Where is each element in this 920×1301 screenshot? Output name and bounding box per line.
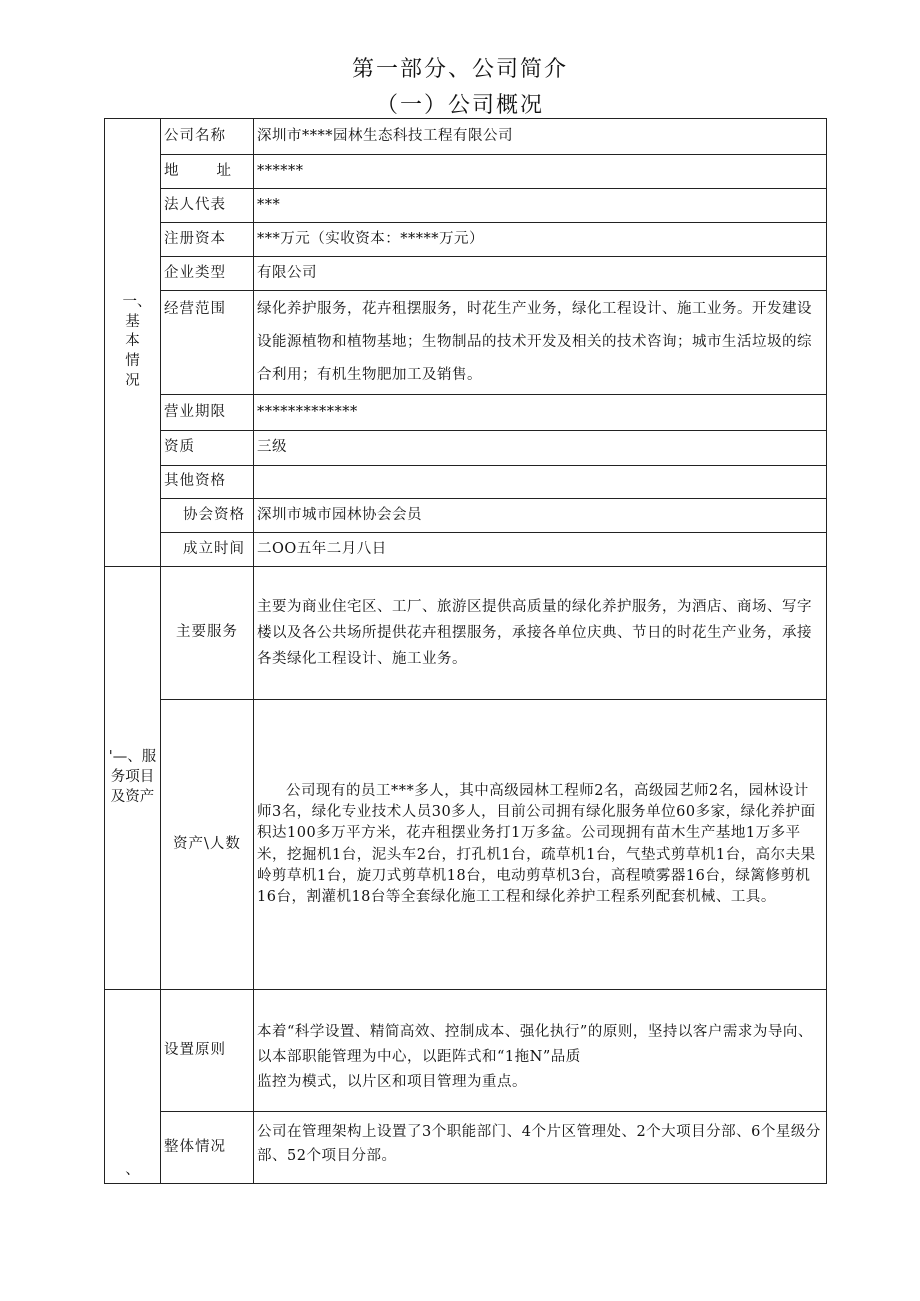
company-overview-table [104, 118, 827, 1184]
table-row [105, 700, 827, 990]
row-label: 企业类型 [161, 257, 254, 291]
row-value: 深圳市城市园林协会会员 [254, 499, 827, 533]
table-row [105, 257, 827, 291]
row-label: 公司名称 [161, 119, 254, 155]
table-row [105, 395, 827, 431]
table-row [105, 567, 827, 700]
table-row [105, 291, 827, 395]
row-label: 主要服务 [161, 567, 254, 700]
section-org-label: 、 [105, 990, 161, 1184]
table-row [105, 990, 827, 1112]
row-value: 本着“科学设置、精简高效、控制成本、强化执行”的原则，坚持以客户需求为导向、以本部职能管理为中心，以距阵式和“1拖N”品质 监控为模式，以片区和项目管理为重点。 [254, 990, 827, 1112]
row-value: ***万元（实收资本：*****万元） [254, 223, 827, 257]
row-label-address: 地 址 [161, 155, 254, 189]
row-label: 法人代表 [161, 189, 254, 223]
table-row [105, 499, 827, 533]
section-services-assets-label: '—、服务项目及资产 [105, 567, 161, 990]
table-row [105, 119, 827, 155]
page-subtitle: （一）公司概况 [375, 93, 544, 118]
row-value: 公司现有的员工***多人，其中高级园林工程师2名，高级园艺师2名，园林设计师3名，绿化专业技术人员30多人，目前公司拥有绿化服务单位60多家，绿化养护面积达100多万平方米，花卉租摆业务打1万多盆。公司现拥有苗木生产基地1万多平米，挖掘机1台，泥头车2台，打孔机1台，疏草机1台，气垫式剪草机1台，高尔夫果岭剪草机1台，旋刀式剪草机18台，电动剪草机3台，高程喷雾器16台，绿篱修剪机16台，割灌机18台等全套绿化施工工程和绿化养护工程系列配套机械、工具。 [254, 700, 827, 990]
row-value: 公司在管理架构上设置了3个职能部门、4个片区管理处、2个大项目分部、6个星级分部、52个项目分部。 [254, 1112, 827, 1184]
row-label: 协会资格 [161, 499, 254, 533]
table-row [105, 155, 827, 189]
row-value: ************* [254, 395, 827, 431]
row-value: 有限公司 [254, 257, 827, 291]
section-basic-info-label: 一、基本情况 [105, 119, 161, 567]
table-row [105, 431, 827, 466]
row-value: 二OO五年二月八日 [254, 533, 827, 567]
row-label: 资质 [161, 431, 254, 466]
row-value: ****** [254, 155, 827, 189]
table-row [105, 533, 827, 567]
row-label: 注册资本 [161, 223, 254, 257]
row-value: 三级 [254, 431, 827, 466]
table-row [105, 223, 827, 257]
row-label: 营业期限 [161, 395, 254, 431]
row-label: 经营范围 [161, 291, 254, 395]
table-row [105, 189, 827, 223]
table-row [105, 466, 827, 499]
row-label: 资产\人数 [161, 700, 254, 990]
row-value: *** [254, 189, 827, 223]
row-label: 成立时间 [161, 533, 254, 567]
row-label: 其他资格 [161, 466, 254, 499]
row-label: 设置原则 [161, 990, 254, 1112]
row-value: 深圳市****园林生态科技工程有限公司 [254, 119, 827, 155]
table-row [105, 1112, 827, 1184]
row-value: 绿化养护服务，花卉租摆服务，时花生产业务，绿化工程设计、施工业务。开发建设设能源植物和植物基地；生物制品的技术开发及相关的技术咨询；城市生活垃圾的综合利用；有机生物肥加工及销售。 [254, 291, 827, 395]
row-value [254, 466, 827, 499]
page-title: 第一部分、公司简介 [351, 57, 568, 82]
row-value: 主要为商业住宅区、工厂、旅游区提供高质量的绿化养护服务，为酒店、商场、写字楼以及各公共场所提供花卉租摆服务，承接各单位庆典、节日的时花生产业务，承接各类绿化工程设计、施工业务。 [254, 567, 827, 700]
row-label: 整体情况 [161, 1112, 254, 1184]
